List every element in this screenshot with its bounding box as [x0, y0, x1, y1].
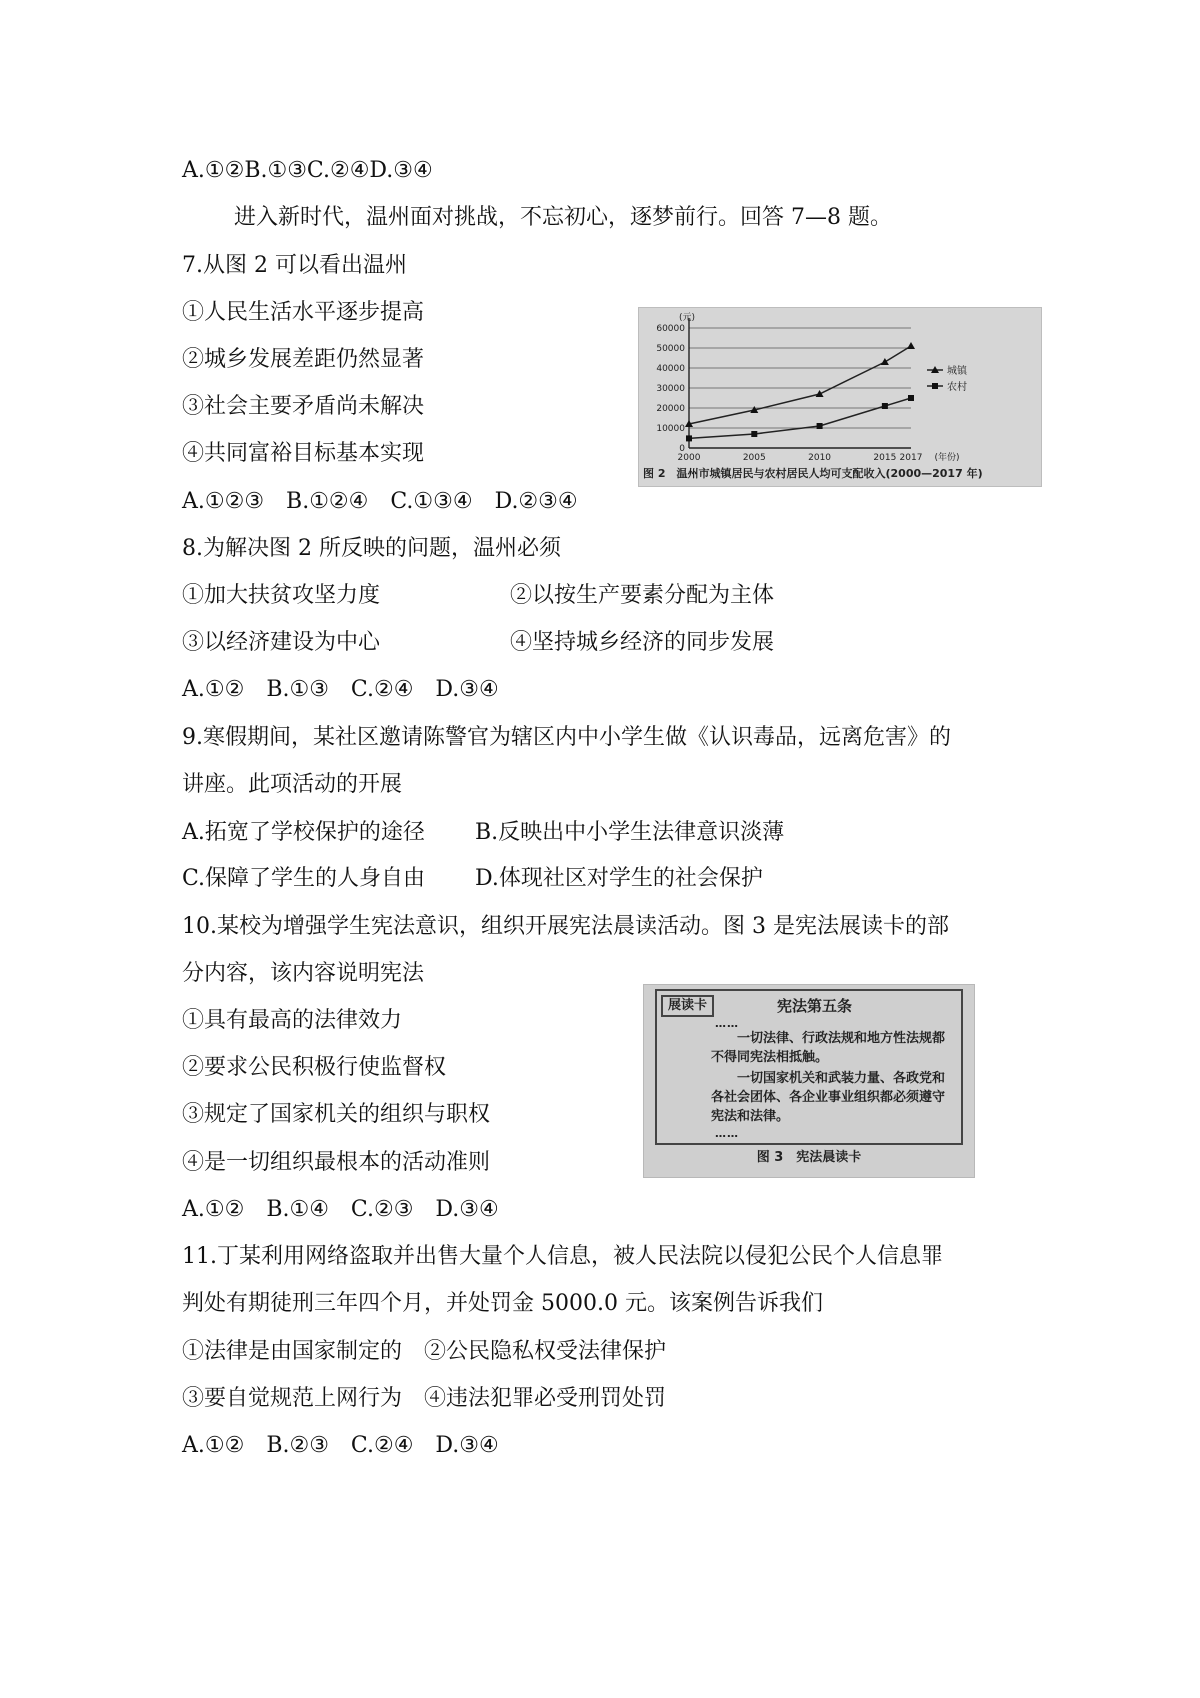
figure-2-chart: [638, 307, 1042, 487]
q10-answer-options: A.①② B.①④ C.②③ D.③④: [182, 1197, 499, 1222]
y-tick-label: 10000: [656, 424, 685, 434]
x-tick-label: 2015: [873, 453, 897, 463]
x-tick-label: 2017: [899, 453, 923, 463]
legend-marker-rural: [932, 383, 938, 389]
y-tick-label: 50000: [656, 344, 685, 354]
q9-option-b: B.反映出中小学生法律意识淡薄: [475, 820, 785, 845]
y-tick-label: 60000: [656, 324, 685, 334]
x-tick-label: 2005: [742, 453, 766, 463]
y-tick-label: 0: [679, 444, 685, 454]
q10-option-2: ②要求公民积极行使监督权: [182, 1055, 447, 1080]
q8-answer-options: A.①② B.①③ C.②④ D.③④: [182, 677, 499, 702]
card-paragraph-2: 一切国家机关和武装力量、各政党和各社会团体、各企业事业组织都必须遵守宪法和法律。: [711, 1071, 946, 1124]
data-point-town: [881, 358, 889, 365]
reading-card: [655, 989, 963, 1145]
q9-option-d: D.体现社区对学生的社会保护: [475, 866, 763, 891]
q6-answer-options: A.①②B.①③C.②④D.③④: [182, 158, 433, 183]
q10-option-4: ④是一切组织最根本的活动准则: [182, 1150, 491, 1175]
intro-7-8: 进入新时代，温州面对挑战，不忘初心，逐梦前行。回答 7—8 题。: [234, 205, 892, 230]
y-unit-label: (元): [678, 313, 696, 323]
q8-option-1: ①加大扶贫攻坚力度: [182, 583, 381, 608]
data-point-rural: [686, 435, 692, 441]
q11-stem-line1: 11.丁某利用网络盗取并出售大量个人信息，被人民法院以侵犯公民个人信息罪: [182, 1244, 943, 1269]
q11-stem-line2: 判处有期徒刑三年四个月，并处罚金 5000.0 元。该案例告诉我们: [182, 1291, 823, 1316]
card-tag: 展读卡: [661, 995, 714, 1017]
card-ellipsis-bottom: ……: [715, 1127, 739, 1140]
q10-option-1: ①具有最高的法律效力: [182, 1008, 403, 1033]
x-tick-label: 2000: [677, 453, 701, 463]
q10-stem-line2: 分内容，该内容说明宪法: [182, 961, 425, 986]
data-point-town: [816, 390, 824, 397]
figure-3-caption: 图 3 宪法晨读卡: [756, 1150, 862, 1165]
q7-option-4: ④共同富裕目标基本实现: [182, 441, 425, 466]
y-tick-label: 30000: [656, 384, 685, 394]
y-tick-label: 20000: [656, 404, 685, 414]
figure-3-card: [643, 984, 975, 1178]
q10-stem-line1: 10.某校为增强学生宪法意识，组织开展宪法晨读活动。图 3 是宪法展读卡的部: [182, 914, 949, 939]
legend-label-rural: 农村: [947, 382, 967, 393]
q9-option-c: C.保障了学生的人身自由: [182, 866, 426, 891]
q7-option-2: ②城乡发展差距仍然显著: [182, 347, 425, 372]
x-tick-label: 2010: [808, 453, 832, 463]
q7-option-1: ①人民生活水平逐步提高: [182, 300, 425, 325]
series-line-town: [689, 346, 911, 424]
q11-options-row2: ③要自觉规范上网行为 ④违法犯罪必受刑罚处罚: [182, 1386, 667, 1411]
q8-option-4: ④坚持城乡经济的同步发展: [510, 630, 775, 655]
q9-stem-line1: 9.寒假期间，某社区邀请陈警官为辖区内中小学生做《认识毒品，远离危害》的: [182, 725, 951, 750]
data-point-town: [907, 342, 915, 349]
q11-options-row1: ①法律是由国家制定的 ②公民隐私权受法律保护: [182, 1339, 667, 1364]
q7-stem: 7.从图 2 可以看出温州: [182, 253, 407, 278]
legend-label-town: 城镇: [947, 366, 967, 377]
data-point-rural: [751, 431, 757, 437]
series-line-rural: [689, 398, 911, 438]
card-title: 宪法第五条: [777, 997, 853, 1015]
card-ellipsis-top: ……: [715, 1017, 739, 1030]
q9-stem-line2: 讲座。此项活动的开展: [182, 772, 403, 797]
q10-option-3: ③规定了国家机关的组织与职权: [182, 1102, 491, 1127]
q7-answer-options: A.①②③ B.①②④ C.①③④ D.②③④: [182, 489, 578, 514]
card-paragraph-1: 一切法律、行政法规和地方性法规都不得同宪法相抵触。: [711, 1031, 946, 1065]
q9-option-a: A.拓宽了学校保护的途径: [182, 820, 425, 845]
q8-option-3: ③以经济建设为中心: [182, 630, 381, 655]
x-unit-label: (年份): [934, 453, 960, 463]
q8-stem: 8.为解决图 2 所反映的问题，温州必须: [182, 536, 561, 561]
y-tick-label: 40000: [656, 364, 685, 374]
income-line-chart: [639, 308, 1041, 468]
data-point-rural: [882, 403, 888, 409]
figure-2-caption: 图 2 温州市城镇居民与农村居民人均可支配收入(2000—2017 年): [643, 467, 983, 480]
q7-option-3: ③社会主要矛盾尚未解决: [182, 394, 425, 419]
q8-option-2: ②以按生产要素分配为主体: [510, 583, 775, 608]
data-point-rural: [908, 395, 914, 401]
data-point-rural: [817, 423, 823, 429]
q11-answer-options: A.①② B.②③ C.②④ D.③④: [182, 1433, 499, 1458]
